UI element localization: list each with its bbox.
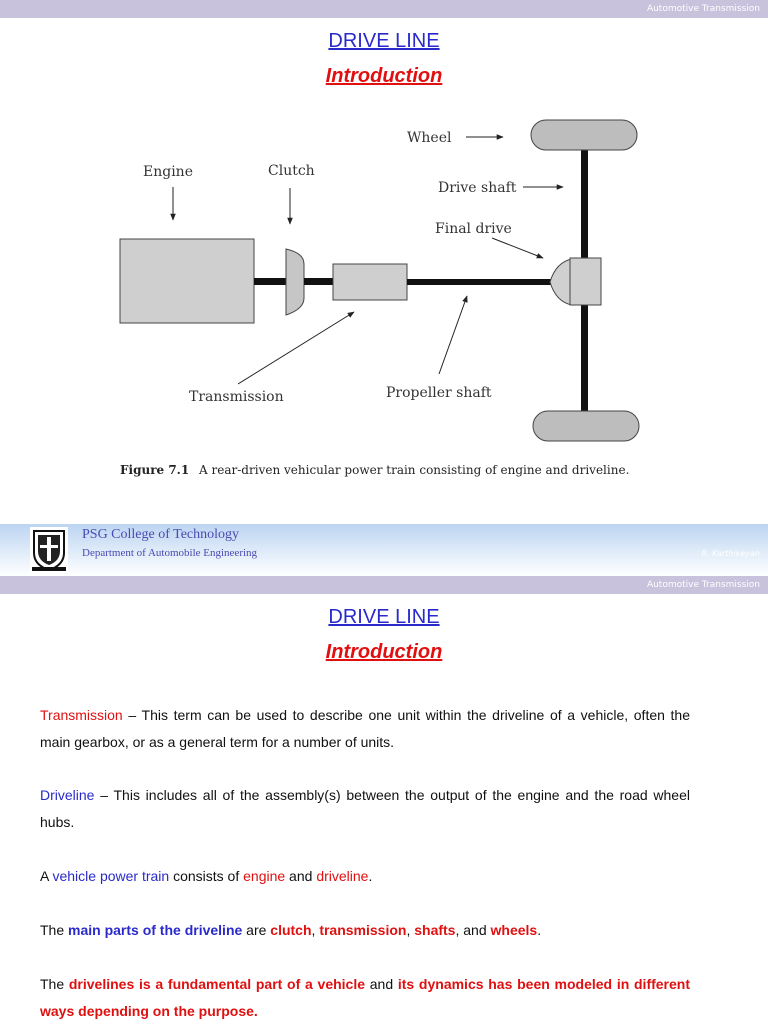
paragraph-transmission bbox=[40, 702, 690, 756]
arrow-final-drive bbox=[492, 238, 543, 258]
slide-subtitle: Introduction bbox=[325, 65, 443, 87]
label-wheel: Wheel bbox=[407, 130, 452, 146]
highlight-shafts: shafts bbox=[414, 922, 456, 938]
rear-axle-lower bbox=[581, 302, 588, 414]
text-segment: The bbox=[40, 922, 69, 938]
paragraph-dynamics bbox=[40, 971, 690, 1025]
engine-block bbox=[120, 239, 254, 323]
paragraph-main-parts bbox=[40, 917, 690, 944]
header-tag: Automotive Transmission bbox=[646, 580, 760, 590]
figure-caption-label: Figure 7.1 bbox=[120, 463, 190, 477]
text-segment: consists of bbox=[169, 868, 244, 884]
header-bar bbox=[0, 576, 768, 594]
highlight-clutch: clutch bbox=[270, 922, 312, 938]
highlight-driveline: driveline bbox=[316, 868, 369, 884]
definition-transmission: – This term can be used to describe one unit within the driveline of a vehicle, often the main gearbox, or as a general term for a number of units. bbox=[40, 707, 690, 750]
text-segment: . bbox=[537, 922, 542, 938]
footer-bar bbox=[0, 524, 768, 576]
highlight-power-train: vehicle power train bbox=[52, 868, 170, 884]
text-segment: and bbox=[365, 976, 398, 992]
text-segment: , bbox=[406, 922, 415, 938]
definition-driveline: – This includes all of the assembly(s) between the output of the engine and the road wheel hubs. bbox=[40, 787, 690, 830]
differential-box bbox=[570, 258, 601, 305]
text-segment: , and bbox=[455, 922, 491, 938]
figure-caption bbox=[120, 463, 629, 477]
clutch-shape bbox=[286, 249, 304, 315]
wheel-top bbox=[531, 120, 637, 150]
paragraph-driveline bbox=[40, 782, 690, 836]
text-segment: are bbox=[242, 922, 271, 938]
label-drive-shaft: Drive shaft bbox=[438, 180, 517, 196]
paragraph-power-train bbox=[40, 863, 690, 890]
arrow-propeller-shaft bbox=[439, 296, 467, 374]
label-transmission: Transmission bbox=[189, 389, 284, 405]
term-driveline: Driveline bbox=[40, 787, 95, 803]
label-engine: Engine bbox=[143, 164, 193, 180]
slide-subtitle: Introduction bbox=[325, 641, 443, 663]
highlight-engine: engine bbox=[243, 868, 286, 884]
label-final-drive: Final drive bbox=[435, 221, 512, 237]
author-name: R. Karthikeyan bbox=[701, 549, 760, 558]
department-name: Department of Automobile Engineering bbox=[82, 547, 258, 559]
highlight-wheels: wheels bbox=[490, 922, 538, 938]
figure-caption-text: A rear-driven vehicular power train consisting of engine and driveline. bbox=[199, 463, 630, 477]
slide-2 bbox=[0, 576, 768, 1024]
highlight-dynamics: its dynamics has been modeled in different ways depending on the purpose. bbox=[40, 976, 691, 1019]
term-transmission: Transmission bbox=[40, 707, 123, 723]
final-drive-housing bbox=[550, 259, 572, 305]
crank-shaft bbox=[254, 278, 288, 285]
highlight-main-parts: main parts of the driveline bbox=[68, 922, 243, 938]
college-logo-icon bbox=[30, 527, 68, 573]
highlight-transmission: transmission bbox=[319, 922, 407, 938]
arrow-transmission bbox=[238, 312, 354, 384]
text-segment: . bbox=[368, 868, 373, 884]
rear-axle-upper bbox=[581, 148, 588, 262]
text-segment: The bbox=[40, 976, 69, 992]
label-clutch: Clutch bbox=[268, 163, 315, 179]
text-segment: and bbox=[285, 868, 317, 884]
text-segment: A bbox=[40, 868, 53, 884]
slide-title: DRIVE LINE bbox=[328, 30, 440, 52]
college-name: PSG College of Technology bbox=[82, 527, 240, 542]
clutch-shaft bbox=[304, 278, 334, 285]
text-segment: , bbox=[311, 922, 320, 938]
transmission-box bbox=[333, 264, 407, 300]
highlight-fundamental-part: drivelines is a fundamental part of a vehicle bbox=[68, 976, 366, 992]
label-propeller-shaft: Propeller shaft bbox=[386, 385, 492, 401]
header-tag: Automotive Transmission bbox=[646, 4, 760, 14]
wheel-bottom bbox=[533, 411, 639, 441]
slide-title: DRIVE LINE bbox=[328, 606, 440, 628]
propeller-shaft bbox=[407, 279, 552, 285]
